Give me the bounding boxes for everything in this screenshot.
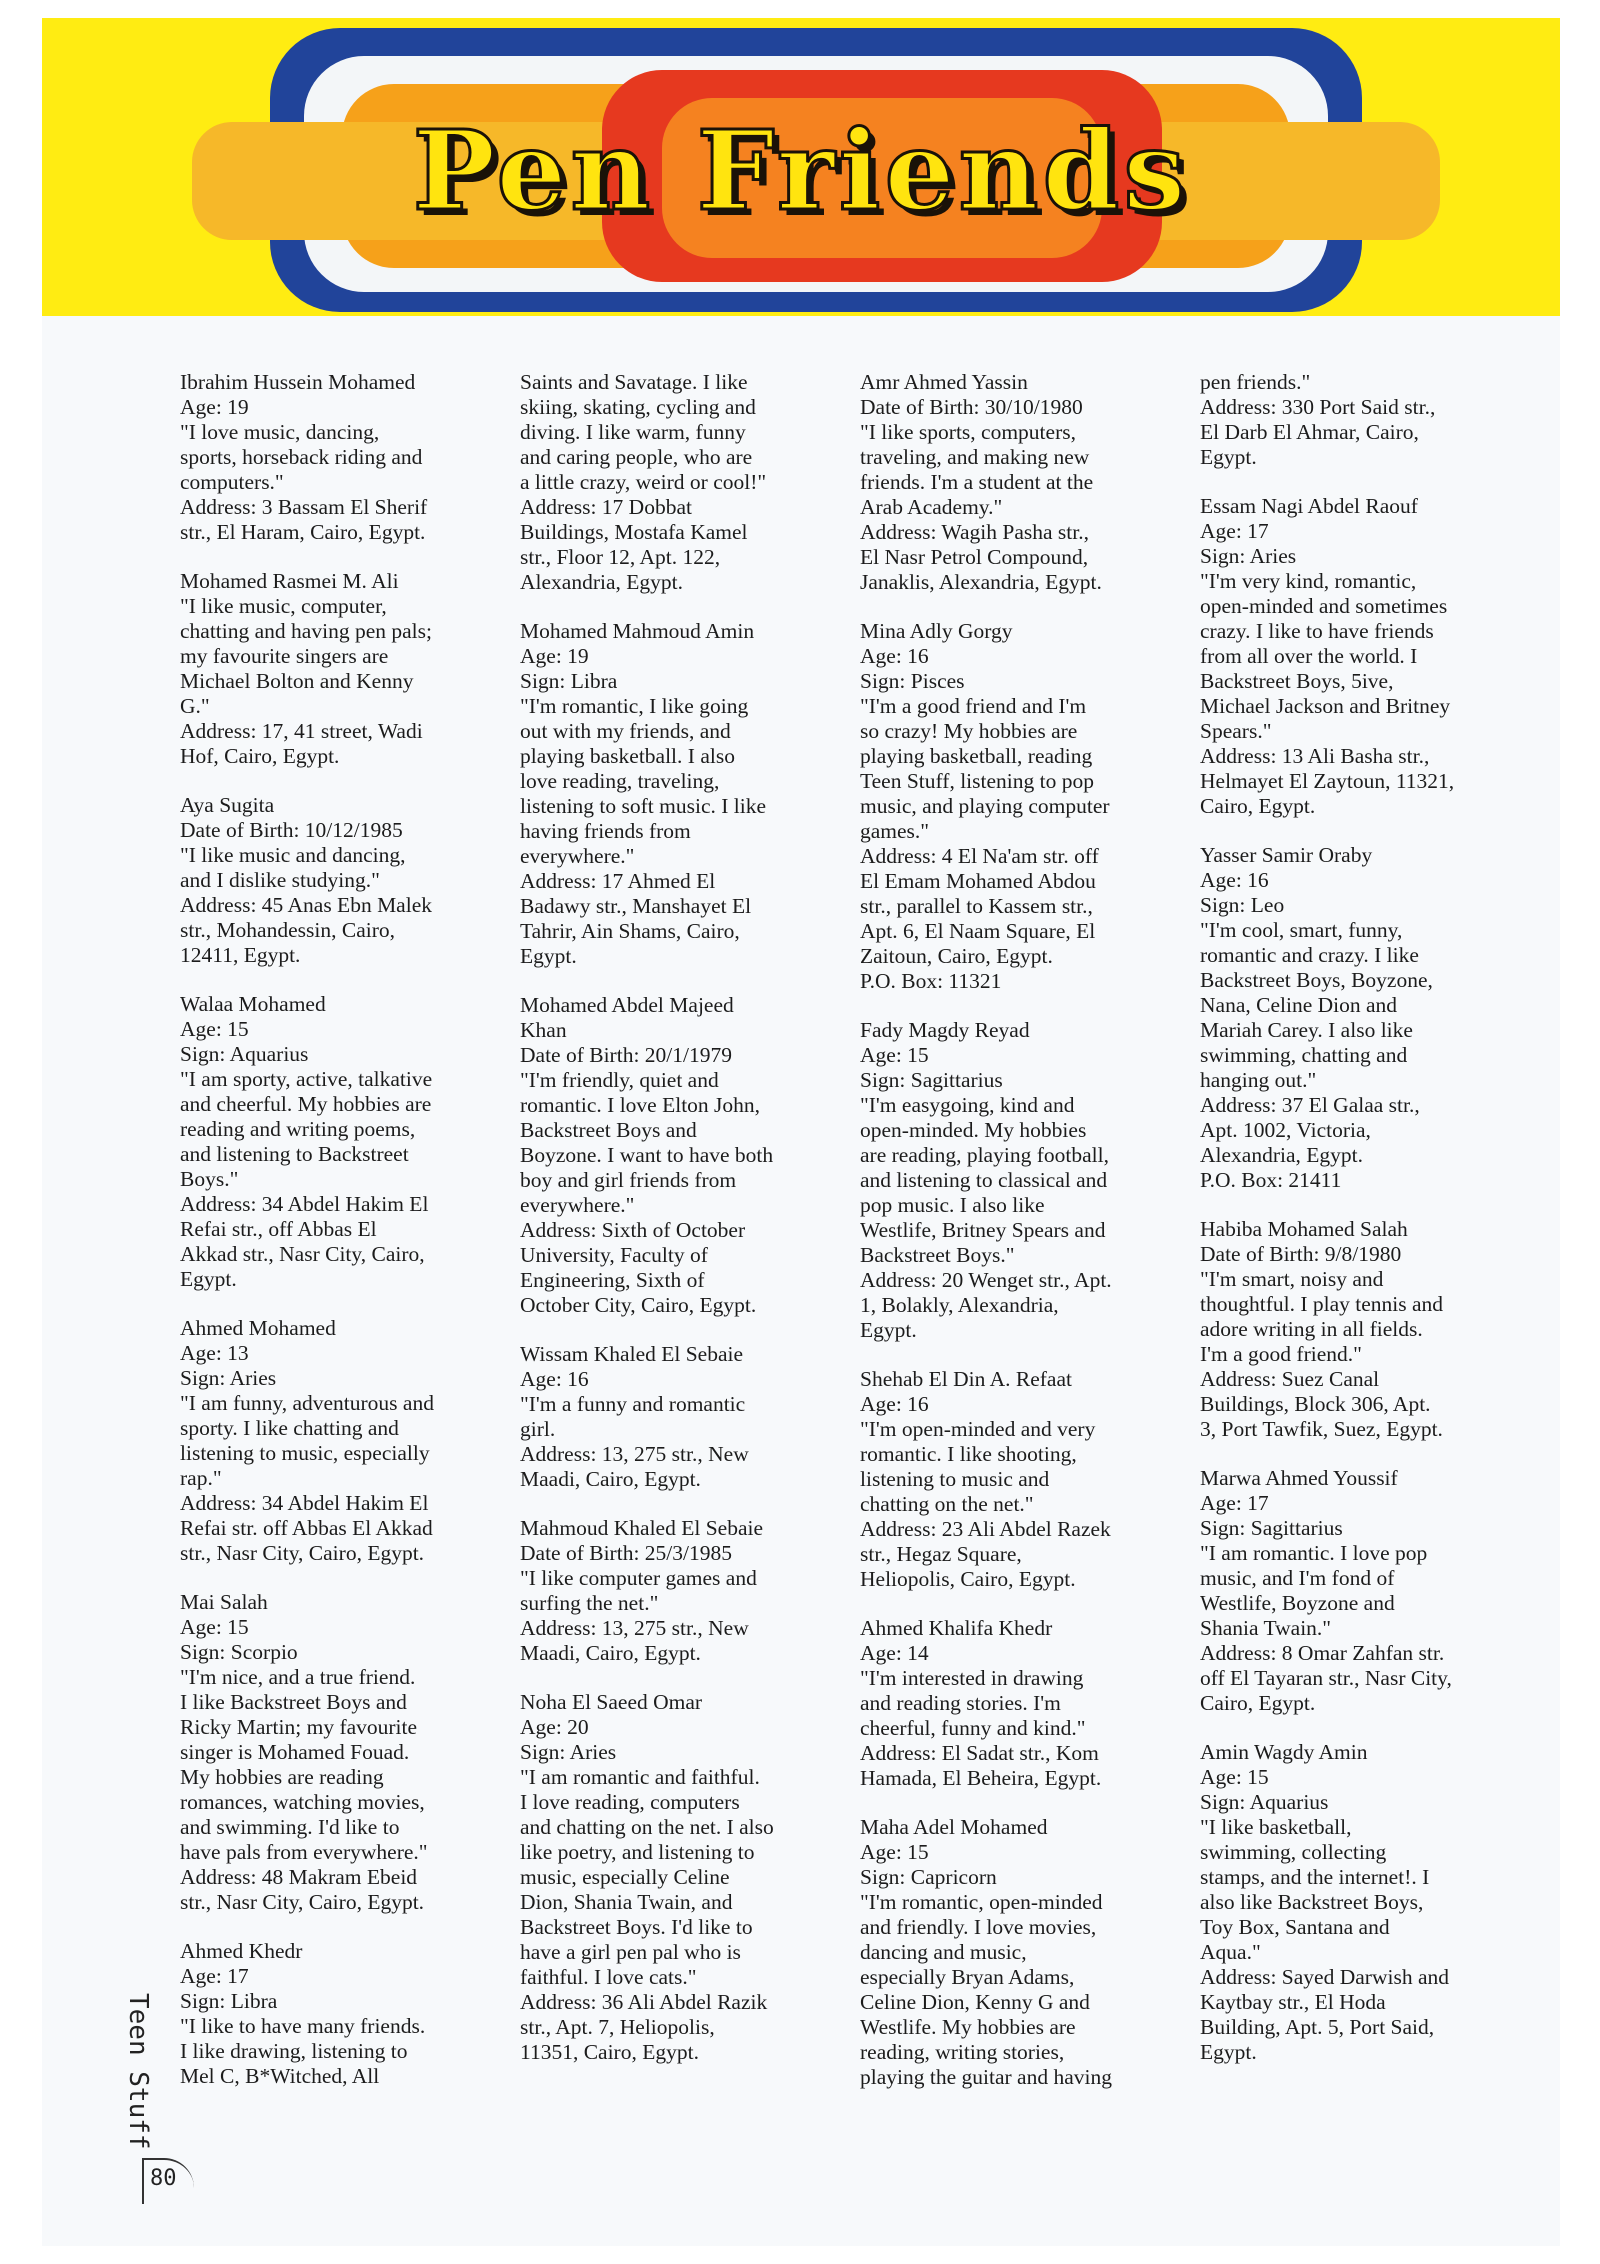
entry-line: have a girl pen pal who is: [520, 1940, 741, 1964]
entry-line: Apt. 6, El Naam Square, El: [860, 919, 1096, 943]
entry-line: Address: 13, 275 str., New: [520, 1616, 749, 1640]
entry-line: diving. I like warm, funny: [520, 420, 746, 444]
entry-line: Sign: Sagittarius: [1200, 1516, 1343, 1540]
entry-line: a little crazy, weird or cool!": [520, 470, 767, 494]
entry-line: surfing the net.": [520, 1591, 659, 1615]
entry-line: Celine Dion, Kenny G and: [860, 1990, 1090, 2014]
pen-friend-entry: [180, 569, 480, 769]
entry-line: str., Hegaz Square,: [860, 1542, 1022, 1566]
entry-line-first: Mina Adly Gorgy: [860, 619, 1013, 643]
entry-line: Backstreet Boys, Boyzone,: [1200, 968, 1433, 992]
entry-line: str., Mohandessin, Cairo,: [180, 918, 395, 942]
entry-line: Address: 34 Abdel Hakim El: [180, 1491, 429, 1515]
entry-line: "I am romantic. I love pop: [1200, 1541, 1428, 1565]
pen-friend-entry: [860, 1616, 1160, 1791]
entry-line: "I'm a funny and romantic: [520, 1392, 746, 1416]
entry-line: Sign: Scorpio: [180, 1640, 298, 1664]
entry-line: Address: 17 Dobbat: [520, 495, 692, 519]
entry-line: Address: 45 Anas Ebn Malek: [180, 893, 432, 917]
entry-line: Age: 13: [180, 1341, 249, 1365]
magazine-name-vertical: [118, 1993, 158, 2150]
entry-line: Sign: Leo: [1200, 893, 1285, 917]
entry-line: Date of Birth: 9/8/1980: [1200, 1242, 1402, 1266]
entry-line: Michael Jackson and Britney: [1200, 694, 1451, 718]
entry-line: Buildings, Block 306, Apt.: [1200, 1392, 1431, 1416]
entry-line: swimming, collecting: [1200, 1840, 1387, 1864]
entry-line: Backstreet Boys.": [860, 1243, 1015, 1267]
column-4: [1200, 370, 1500, 2089]
entry-line: 1, Bolakly, Alexandria,: [860, 1293, 1059, 1317]
entry-line: computers.": [180, 470, 284, 494]
entry-line: El Nasr Petrol Compound,: [860, 545, 1089, 569]
entry-line: str., Floor 12, Apt. 122,: [520, 545, 721, 569]
entry-line: Age: 15: [860, 1840, 929, 1864]
entry-line-first: Ahmed Mohamed: [180, 1316, 336, 1340]
entry-line-first: Habiba Mohamed Salah: [1200, 1217, 1408, 1241]
entry-line: Cairo, Egypt.: [1200, 794, 1316, 818]
entry-line: skiing, skating, cycling and: [520, 395, 756, 419]
entry-line-first: Mohamed Abdel Majeed: [520, 993, 734, 1017]
entry-line: "I'm nice, and a true friend.: [180, 1665, 416, 1689]
entry-line: "I'm smart, noisy and: [1200, 1267, 1384, 1291]
magazine-page: [42, 18, 1560, 2246]
entry-line: Age: 16: [1200, 868, 1269, 892]
entry-line: Boyzone. I want to have both: [520, 1143, 774, 1167]
pen-friend-entry: [1200, 843, 1500, 1193]
entry-line: 11351, Cairo, Egypt.: [520, 2040, 699, 2064]
entry-line: Address: 36 Ali Abdel Razik: [520, 1990, 768, 2014]
entry-line: reading and writing poems,: [180, 1117, 416, 1141]
entry-line: Date of Birth: 30/10/1980: [860, 395, 1083, 419]
entry-line: str., Apt. 7, Heliopolis,: [520, 2015, 715, 2039]
entry-line: also like Backstreet Boys,: [1200, 1890, 1424, 1914]
entry-line: 3, Port Tawfik, Suez, Egypt.: [1200, 1417, 1443, 1441]
entry-line: and caring people, who are: [520, 445, 753, 469]
entry-line: str., Nasr City, Cairo, Egypt.: [180, 1541, 425, 1565]
entry-line: Kaytbay str., El Hoda: [1200, 1990, 1386, 2014]
entry-line: crazy. I like to have friends: [1200, 619, 1434, 643]
entry-line: Age: 14: [860, 1641, 929, 1665]
entry-line: "I'm easygoing, kind and: [860, 1093, 1075, 1117]
entry-line: Address: 48 Makram Ebeid: [180, 1865, 418, 1889]
entry-line: and chatting on the net. I also: [520, 1815, 774, 1839]
entry-line: friends. I'm a student at the: [860, 470, 1094, 494]
entry-line-first: Wissam Khaled El Sebaie: [520, 1342, 744, 1366]
entry-line: "I like music, computer,: [180, 594, 387, 618]
pen-friend-entry: [180, 1316, 480, 1566]
entry-line: Date of Birth: 25/3/1985: [520, 1541, 732, 1565]
entry-line: "I'm open-minded and very: [860, 1417, 1096, 1441]
entry-line-first: Marwa Ahmed Youssif: [1200, 1466, 1398, 1490]
entry-line: I'm a good friend.": [1200, 1342, 1362, 1366]
column-2: [520, 370, 820, 2089]
entry-line: Janaklis, Alexandria, Egypt.: [860, 570, 1102, 594]
entry-line-first: Walaa Mohamed: [180, 992, 326, 1016]
entry-line: El Emam Mohamed Abdou: [860, 869, 1096, 893]
entry-line: Address: 4 El Na'am str. off: [860, 844, 1099, 868]
entry-line: "I am sporty, active, talkative: [180, 1067, 433, 1091]
pen-friend-entry: [860, 1367, 1160, 1592]
entry-line: Age: 15: [180, 1615, 249, 1639]
entry-line: Backstreet Boys and: [520, 1118, 697, 1142]
entry-line: Cairo, Egypt.: [1200, 1691, 1316, 1715]
entry-line: El Darb El Ahmar, Cairo,: [1200, 420, 1419, 444]
entry-line: Nana, Celine Dion and: [1200, 993, 1398, 1017]
entry-line: Sign: Aries: [1200, 544, 1297, 568]
entry-line: G.": [180, 694, 210, 718]
entry-line: dancing and music,: [860, 1940, 1027, 1964]
entry-line: adore writing in all fields.: [1200, 1317, 1423, 1341]
entry-line: Address: 8 Omar Zahfan str.: [1200, 1641, 1445, 1665]
entry-line: "I like basketball,: [1200, 1815, 1352, 1839]
entry-line: Westlife. My hobbies are: [860, 2015, 1076, 2039]
pen-friend-entry: [180, 992, 480, 1292]
entry-line: Sign: Aquarius: [180, 1042, 309, 1066]
pen-friend-entry: [180, 793, 480, 968]
entry-line: Mariah Carey. I also like: [1200, 1018, 1413, 1042]
entry-line: Address: 20 Wenget str., Apt.: [860, 1268, 1112, 1292]
entry-line: have pals from everywhere.": [180, 1840, 428, 1864]
column-1: [180, 370, 480, 2113]
entry-line: Age: 16: [860, 1392, 929, 1416]
entry-line: swimming, chatting and: [1200, 1043, 1408, 1067]
entry-line: Maadi, Cairo, Egypt.: [520, 1467, 701, 1491]
entry-line-first: Mai Salah: [180, 1590, 268, 1614]
entry-line: I like Backstreet Boys and: [180, 1690, 407, 1714]
pen-friend-entry: [860, 370, 1160, 595]
entry-line: "I am funny, adventurous and: [180, 1391, 434, 1415]
entry-line: and listening to classical and: [860, 1168, 1108, 1192]
entry-line: open-minded. My hobbies: [860, 1118, 1087, 1142]
entry-line: str., El Haram, Cairo, Egypt.: [180, 520, 426, 544]
entry-line: Address: 3 Bassam El Sherif: [180, 495, 428, 519]
pen-friend-entry: [180, 1939, 480, 2089]
column-3: [860, 370, 1160, 2114]
entry-line: Sign: Sagittarius: [860, 1068, 1003, 1092]
entry-line: chatting and having pen pals;: [180, 619, 432, 643]
entry-line: Tahrir, Ain Shams, Cairo,: [520, 919, 740, 943]
entry-line: Westlife, Boyzone and: [1200, 1591, 1395, 1615]
entry-line: "I'm romantic, open-minded: [860, 1890, 1103, 1914]
pen-friend-entry: [1200, 1466, 1500, 1716]
pen-friend-entry: [520, 370, 820, 595]
entry-line-first: Ahmed Khedr: [180, 1939, 303, 1963]
entry-line: Sign: Capricorn: [860, 1865, 997, 1889]
entry-line: boy and girl friends from: [520, 1168, 737, 1192]
entry-line: Ricky Martin; my favourite: [180, 1715, 418, 1739]
entry-line: Sign: Aries: [520, 1740, 617, 1764]
entry-line: Egypt.: [520, 944, 577, 968]
pen-friend-entry: [1200, 1217, 1500, 1442]
entry-line: and friendly. I love movies,: [860, 1915, 1097, 1939]
header-banner: [42, 18, 1560, 316]
entry-line: and reading stories. I'm: [860, 1691, 1061, 1715]
entry-line: Sign: Libra: [180, 1989, 278, 2013]
entry-line: rap.": [180, 1466, 222, 1490]
entry-line: Address: 37 El Galaa str.,: [1200, 1093, 1420, 1117]
entry-line: Shania Twain.": [1200, 1616, 1332, 1640]
entry-line: Sign: Libra: [520, 669, 618, 693]
page-title: Pen Friends: [412, 106, 1190, 235]
entry-line: Age: 16: [520, 1367, 589, 1391]
entry-line: Alexandria, Egypt.: [1200, 1143, 1363, 1167]
entry-line: and cheerful. My hobbies are: [180, 1092, 432, 1116]
magazine-name: Teen Stuff: [123, 1993, 153, 2150]
entry-line-first: Fady Magdy Reyad: [860, 1018, 1030, 1042]
entry-line: Boys.": [180, 1167, 239, 1191]
entry-line: 12411, Egypt.: [180, 943, 301, 967]
entry-line: chatting on the net.": [860, 1492, 1034, 1516]
entry-line: Address: 23 Ali Abdel Razek: [860, 1517, 1111, 1541]
entry-line: so crazy! My hobbies are: [860, 719, 1078, 743]
entry-line: My hobbies are reading: [180, 1765, 384, 1789]
entry-line: Age: 20: [520, 1715, 589, 1739]
pen-friend-entry: [860, 619, 1160, 994]
pen-friend-entry: [520, 1690, 820, 2065]
pen-friend-entry: [1200, 370, 1500, 470]
entry-line-first: Noha El Saeed Omar: [520, 1690, 703, 1714]
entry-line: I love reading, computers: [520, 1790, 740, 1814]
entry-line: Date of Birth: 20/1/1979: [520, 1043, 732, 1067]
entry-line: "I like sports, computers,: [860, 420, 1076, 444]
entry-line: music, and I'm fond of: [1200, 1566, 1395, 1590]
entry-line: "I'm interested in drawing: [860, 1666, 1084, 1690]
entry-line: everywhere.": [520, 1193, 635, 1217]
entry-line: and swimming. I'd like to: [180, 1815, 400, 1839]
entry-line: Age: 17: [1200, 1491, 1269, 1515]
entry-line: "I am romantic and faithful.: [520, 1765, 760, 1789]
entry-line: Westlife, Britney Spears and: [860, 1218, 1106, 1242]
entry-line: Address: 330 Port Said str.,: [1200, 395, 1436, 419]
entry-line: Helmayet El Zaytoun, 11321,: [1200, 769, 1455, 793]
entry-line: University, Faculty of: [520, 1243, 708, 1267]
entry-line-first: pen friends.": [1200, 370, 1311, 394]
entry-line: "I like to have many friends.: [180, 2014, 426, 2038]
entry-line: Address: 34 Abdel Hakim El: [180, 1192, 429, 1216]
entry-line: "I'm a good friend and I'm: [860, 694, 1087, 718]
entry-line: playing the guitar and having: [860, 2065, 1112, 2089]
entry-line: thoughtful. I play tennis and: [1200, 1292, 1444, 1316]
entry-line: girl.: [520, 1417, 556, 1441]
entry-line: Backstreet Boys, 5ive,: [1200, 669, 1394, 693]
entry-line: playing basketball. I also: [520, 744, 735, 768]
entry-line: Address: Wagih Pasha str.,: [860, 520, 1089, 544]
entry-line-first: Saints and Savatage. I like: [520, 370, 748, 394]
entry-line: Sign: Aries: [180, 1366, 277, 1390]
entry-line: Egypt.: [860, 1318, 917, 1342]
entry-line: Refai str. off Abbas El Akkad: [180, 1516, 433, 1540]
pen-friend-entry: [520, 1516, 820, 1666]
entry-line: games.": [860, 819, 930, 843]
pen-friend-entry: [860, 1815, 1160, 2090]
entry-line: traveling, and making new: [860, 445, 1090, 469]
entry-line: Refai str., off Abbas El: [180, 1217, 377, 1241]
entry-line: stamps, and the internet!. I: [1200, 1865, 1430, 1889]
entry-line: listening to soft music. I like: [520, 794, 767, 818]
entry-line: music, especially Celine: [520, 1865, 730, 1889]
entry-line: singer is Mohamed Fouad.: [180, 1740, 410, 1764]
entry-line: Address: 17, 41 street, Wadi: [180, 719, 423, 743]
entry-line: sporty. I like chatting and: [180, 1416, 399, 1440]
entry-line: "I'm cool, smart, funny,: [1200, 918, 1403, 942]
page-number: 80: [150, 2166, 177, 2191]
entry-line: Address: 13 Ali Basha str.,: [1200, 744, 1430, 768]
entry-line: Egypt.: [1200, 2040, 1257, 2064]
entry-line: cheerful, funny and kind.": [860, 1716, 1086, 1740]
entry-line: romantic. I love Elton John,: [520, 1093, 761, 1117]
entry-line: music, and playing computer: [860, 794, 1110, 818]
entry-line: Sign: Aquarius: [1200, 1790, 1329, 1814]
entry-line: open-minded and sometimes: [1200, 594, 1448, 618]
entry-line: P.O. Box: 21411: [1200, 1168, 1342, 1192]
entry-line: str., Nasr City, Cairo, Egypt.: [180, 1890, 425, 1914]
entry-line-first: Mahmoud Khaled El Sebaie: [520, 1516, 764, 1540]
entry-line: sports, horseback riding and: [180, 445, 423, 469]
entry-line: Zaitoun, Cairo, Egypt.: [860, 944, 1053, 968]
pen-friend-entry: [520, 619, 820, 969]
entry-line-first: Aya Sugita: [180, 793, 275, 817]
entry-line: reading, writing stories,: [860, 2040, 1065, 2064]
entry-line: str., parallel to Kassem str.,: [860, 894, 1093, 918]
entry-line-first: Mohamed Rasmei M. Ali: [180, 569, 399, 593]
pen-friend-entry: [1200, 1740, 1500, 2065]
entry-line: Apt. 1002, Victoria,: [1200, 1118, 1371, 1142]
entry-line: October City, Cairo, Egypt.: [520, 1293, 757, 1317]
entry-line: Egypt.: [180, 1267, 237, 1291]
entry-line: Akkad str., Nasr City, Cairo,: [180, 1242, 425, 1266]
entry-line: romantic. I like shooting,: [860, 1442, 1077, 1466]
entry-line: Address: 13, 275 str., New: [520, 1442, 749, 1466]
entry-line-first: Ibrahim Hussein Mohamed: [180, 370, 416, 394]
entry-line: faithful. I love cats.": [520, 1965, 697, 1989]
entry-line: romances, watching movies,: [180, 1790, 425, 1814]
entry-line: "I like music and dancing,: [180, 843, 406, 867]
entry-line: Address: Sayed Darwish and: [1200, 1965, 1449, 1989]
entry-line: Dion, Shania Twain, and: [520, 1890, 733, 1914]
entry-line: Egypt.: [1200, 445, 1257, 469]
entry-line: pop music. I also like: [860, 1193, 1045, 1217]
pen-friend-entry: [520, 993, 820, 1318]
entry-line: P.O. Box: 11321: [860, 969, 1002, 993]
entry-line: "I'm friendly, quiet and: [520, 1068, 719, 1092]
entry-line: Arab Academy.": [860, 495, 1003, 519]
entry-line: having friends from: [520, 819, 691, 843]
entry-line: "I'm very kind, romantic,: [1200, 569, 1417, 593]
entry-line: Age: 17: [180, 1964, 249, 1988]
entry-line: Date of Birth: 10/12/1985: [180, 818, 403, 842]
entry-line: listening to music, especially: [180, 1441, 430, 1465]
pen-friend-entry: [180, 1590, 480, 1915]
entry-line: out with my friends, and: [520, 719, 731, 743]
entry-line: Age: 15: [1200, 1765, 1269, 1789]
entry-line: like poetry, and listening to: [520, 1840, 755, 1864]
entry-line: listening to music and: [860, 1467, 1050, 1491]
entry-line-first: Yasser Samir Oraby: [1200, 843, 1373, 867]
entry-line: Building, Apt. 5, Port Said,: [1200, 2015, 1435, 2039]
entry-line: Age: 19: [520, 644, 589, 668]
entry-line: and I dislike studying.": [180, 868, 380, 892]
entry-line: Spears.": [1200, 719, 1272, 743]
entry-line: hanging out.": [1200, 1068, 1317, 1092]
entry-line-first: Shehab El Din A. Refaat: [860, 1367, 1072, 1391]
entry-line: Sign: Pisces: [860, 669, 965, 693]
entry-line-first: Amin Wagdy Amin: [1200, 1740, 1368, 1764]
entry-line: Toy Box, Santana and: [1200, 1915, 1390, 1939]
entry-line: Age: 15: [180, 1017, 249, 1041]
entry-line: Age: 19: [180, 395, 249, 419]
entry-line: are reading, playing football,: [860, 1143, 1109, 1167]
entry-line: Khan: [520, 1018, 567, 1042]
entry-line: Backstreet Boys. I'd like to: [520, 1915, 753, 1939]
entry-line-first: Maha Adel Mohamed: [860, 1815, 1048, 1839]
entry-line: Age: 16: [860, 644, 929, 668]
entry-line: "I love music, dancing,: [180, 420, 380, 444]
entry-line: Engineering, Sixth of: [520, 1268, 705, 1292]
pen-friend-entry: [520, 1342, 820, 1492]
entry-line: Buildings, Mostafa Kamel: [520, 520, 748, 544]
pen-friend-entry: [860, 1018, 1160, 1343]
pen-friend-entry: [1200, 494, 1500, 819]
entry-line-first: Amr Ahmed Yassin: [860, 370, 1028, 394]
entry-line: "I like computer games and: [520, 1566, 757, 1590]
entry-line: Hof, Cairo, Egypt.: [180, 744, 340, 768]
entry-line: Michael Bolton and Kenny: [180, 669, 414, 693]
entry-line: I like drawing, listening to: [180, 2039, 408, 2063]
entry-line: love reading, traveling,: [520, 769, 720, 793]
entry-line: "I'm romantic, I like going: [520, 694, 749, 718]
entry-line-first: Essam Nagi Abdel Raouf: [1200, 494, 1418, 518]
entry-line: everywhere.": [520, 844, 635, 868]
entry-line: Aqua.": [1200, 1940, 1261, 1964]
entry-line: Hamada, El Beheira, Egypt.: [860, 1766, 1102, 1790]
entry-line: from all over the world. I: [1200, 644, 1418, 668]
entry-line: Age: 17: [1200, 519, 1269, 543]
entry-line-first: Mohamed Mahmoud Amin: [520, 619, 755, 643]
entry-line: Maadi, Cairo, Egypt.: [520, 1641, 701, 1665]
pen-friend-entry: [180, 370, 480, 545]
entry-line: Alexandria, Egypt.: [520, 570, 683, 594]
entry-line: Badawy str., Manshayet El: [520, 894, 752, 918]
entry-line: off El Tayaran str., Nasr City,: [1200, 1666, 1452, 1690]
entry-line: Address: Sixth of October: [520, 1218, 746, 1242]
entry-line: and listening to Backstreet: [180, 1142, 409, 1166]
entry-line: Address: Suez Canal: [1200, 1367, 1380, 1391]
entry-line: Heliopolis, Cairo, Egypt.: [860, 1567, 1076, 1591]
entry-line-first: Ahmed Khalifa Khedr: [860, 1616, 1053, 1640]
entry-line: Address: 17 Ahmed El: [520, 869, 716, 893]
entry-line: Address: El Sadat str., Kom: [860, 1741, 1099, 1765]
entry-line: especially Bryan Adams,: [860, 1965, 1075, 1989]
entry-line: Teen Stuff, listening to pop: [860, 769, 1094, 793]
entry-line: Mel C, B*Witched, All: [180, 2064, 380, 2088]
entry-line: my favourite singers are: [180, 644, 389, 668]
entry-line: playing basketball, reading: [860, 744, 1093, 768]
entry-line: Age: 15: [860, 1043, 929, 1067]
entry-line: romantic and crazy. I like: [1200, 943, 1419, 967]
